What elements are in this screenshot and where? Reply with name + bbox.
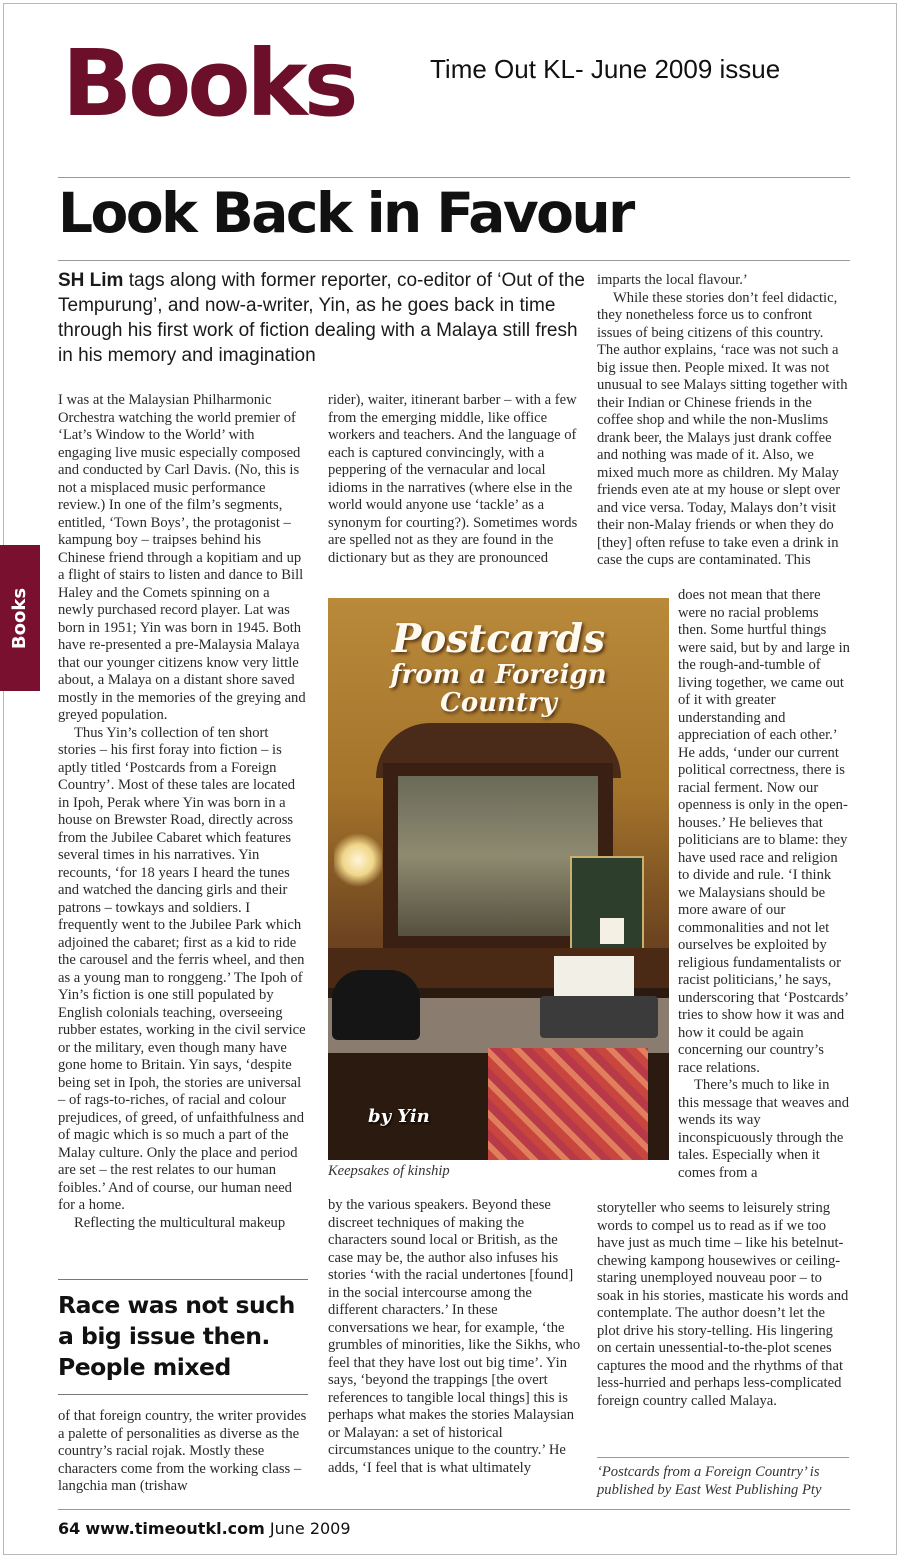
col2-top-paragraph: rider), waiter, itinerant barber – with a few from the emerging middle, like office workers and teachers. And the language of each is captured convincingly, with a peppering of the vernacular and local idioms in the narratives (where else in the world would anyone use ‘tackle’ as a synonym for courting?). Sometimes words are spelled not as they are found in the dictionary but as they are pronounced [328, 392, 578, 566]
typewriter-paper [554, 956, 634, 1000]
section-title: Books [62, 30, 355, 137]
cover-title-line-2: from a Foreign [390, 660, 607, 690]
body-column-3-bottom [597, 1200, 849, 1410]
standfirst-author: SH Lim [58, 270, 124, 291]
section-side-tab [0, 545, 40, 691]
pullquote-bottom-rule [58, 1394, 308, 1395]
typewriter [540, 996, 658, 1038]
body-column-1 [58, 392, 308, 1232]
body-column-1-continued [58, 1408, 308, 1496]
photo-caption: Keepsakes of kinship [328, 1163, 450, 1179]
col1-paragraph-2: Thus Yin’s collection of ten short stories – his first foray into fiction – is aptly titled ‘Postcards from a Foreign Country’. Most of these tales are located in Ipoh, Perak where Yin was born in a house on Brewster Road, directly across from the Jubilee Cabaret which features several times in his narratives. Yin recounts, ‘for 18 years I heard the tunes and watched the dancing girls and their patrons – towkays and soldiers. I frequently went to the Jubilee Park which adjoined the cabaret; first as a kid to ride the carousel and the ferris wheel, and then as a young man to ronggeng.’ The Ipoh of Yin’s fiction is one still populated by English colonials teaching, overseeing rubber estates, working in the civil service or the military, even though many have gone home to Britain. Yin says, ‘despite being set in Ipoh, the stories are universal – of rags-to-riches, of racial and colour prejudices, of greed, of unfaithfulness and of magic which is so much a part of the Malay culture. Only the place and period are set – the rest relates to our human foibles.’ And of course, our human need for a home. [58, 724, 306, 1213]
footer-date: June 2009 [269, 1519, 351, 1538]
body-column-3-top [597, 272, 849, 570]
article-headline: Look Back in Favour [58, 181, 633, 245]
desk-calendar [600, 918, 624, 944]
pullquote-top-rule [58, 1279, 308, 1280]
publisher-divider [597, 1457, 849, 1458]
col1-paragraph-3: Reflecting the multicultural makeup [74, 1214, 286, 1231]
standfirst-text: tags along with former reporter, co-editor of ‘Out of the Tempurung’, and now-a-writer, Yin, as he goes back in time through his first work of fiction dealing with a Malaya still fresh in his memory and imagination [58, 270, 585, 366]
footer-divider [58, 1509, 850, 1510]
page-number: 64 [58, 1519, 81, 1538]
page-footer [58, 1519, 351, 1538]
cover-title-line-1: Postcards [391, 616, 606, 662]
col3-narrow-paragraph-2: There’s much to like in this message that weaves and wends its way inconspicuously through the tales. Especially when it comes from a [678, 1077, 850, 1181]
col2-bottom-paragraph: by the various speakers. Beyond these discreet techniques of making the characters sound local or British, as the case may be, the author also infuses his stories ‘with the racial undertones [found] in the social intercourse among the different characters.’ In these conversations we hear, for example, ‘the grumbles of minorities, like the Sikhs, who feel that they have lost out big time’. Yin says, ‘beyond the trappings [the overt references to tangible local things] this is perhaps what makes the stories Malaysian or Malayan: a set of historical circumstances unique to the country.’ He adds, ‘I feel that is what ultimately [328, 1197, 581, 1476]
oil-lamp-glow [334, 830, 382, 890]
cover-byline: by Yin [368, 1106, 430, 1127]
mirror-glass [398, 776, 598, 936]
batik-fabric [488, 1048, 648, 1160]
footer-url: www.timeoutkl.com [85, 1519, 265, 1538]
body-column-2-bottom [328, 1197, 581, 1477]
headline-divider [58, 260, 850, 261]
header-divider [58, 177, 850, 178]
book-cover-photo [328, 598, 669, 1160]
rotary-telephone [332, 970, 420, 1040]
pullquote: Race was not such a big issue then. People mixed [58, 1291, 295, 1381]
col1-paragraph-1: I was at the Malaysian Philharmonic Orchestra watching the world premier of ‘Lat’s Window to the World’ with engaging live music especially composed and conducted by Carl Davis. (No, this is not a misplaced music performance review.) In one of the film’s segments, entitled, ‘Town Boys’, the protagonist – kampung boy – traipses behind his Chinese friend through a kopitiam and up a flight of stairs to listen and dance to Bill Haley and the Comets spinning on a newly purchased record player. Lat was born in 1951; Yin was born in 1945. Both have re-presented a pre-Malaysia Malaya that our younger citizens know very little about, a Malaya on a distant shore saved mostly in the memories of the greying and greyed population. [58, 392, 306, 723]
col3-bottom-paragraph: storyteller who seems to leisurely string words to compel us to read as if we too have just as much time – like his betelnut-chewing kampong housewives or ceiling-staring unemployed nouveau poor – to soak in his stories, masticate his words and contemplate. The author doesn’t let the plot drive his story-telling. His lingering on certain unessential-to-the-plot scenes captures the mood and the rhythms of that less-hurried and perhaps less-complicated foreign country called Malaya. [597, 1200, 849, 1409]
col1-bottom-paragraph: of that foreign country, the writer provides a palette of personalities as diverse as the country’s racial rojak. Mostly these characters come from the working class – langchia man (trishaw [58, 1408, 307, 1494]
body-column-3-narrow [678, 587, 850, 1182]
col3-narrow-paragraph: does not mean that there were no racial problems then. Some hurtful things were said, but by and large in the rough-and-tumble of living together, we came out of it with greater understanding and appreciation of each other.’ He adds, ‘under our current political correctness, there is racial ferment. Now our openness is only in the open-houses.’ He believes that politicians are to blame: they have used race and religion to divide and rule. ‘I think we Malaysians should be more aware of our commonalities and not let ourselves be exploited by religious fundamentalists or racist politicians,’ he says, underscoring that ‘Postcards’ tries to show how it was and how it could be again concerning our country’s race relations. [678, 587, 850, 1076]
cover-title-line-3: Country [440, 688, 557, 718]
publisher-note: ‘Postcards from a Foreign Country’ is published by East West Publishing Pty [597, 1464, 822, 1498]
body-column-2-top [328, 392, 581, 567]
col3-paragraph-1: imparts the local flavour.’ [597, 272, 748, 288]
article-standfirst [58, 268, 588, 368]
col3-paragraph-2: While these stories don’t feel didactic, they nonetheless force us to confront issues of being citizens of this country. The author explains, ‘race was not such a big issue then. People mixed. It was not unusual to see Malays sitting together with their Indian or Chinese friends in the coffee shop and while the non-Muslims drank beer, the Malays just drank coffee and nothing was made of it. Also, we mixed much more as children. My Malay friends even ate at my house or slept over and vice versa. Today, Malays don’t visit their non-Malay friends or when they do [they] often refuse to take even a drink in case the cups are contaminated. This [597, 289, 848, 568]
side-tab-label: Books [9, 587, 31, 649]
issue-note: Time Out KL- June 2009 issue [430, 54, 781, 84]
